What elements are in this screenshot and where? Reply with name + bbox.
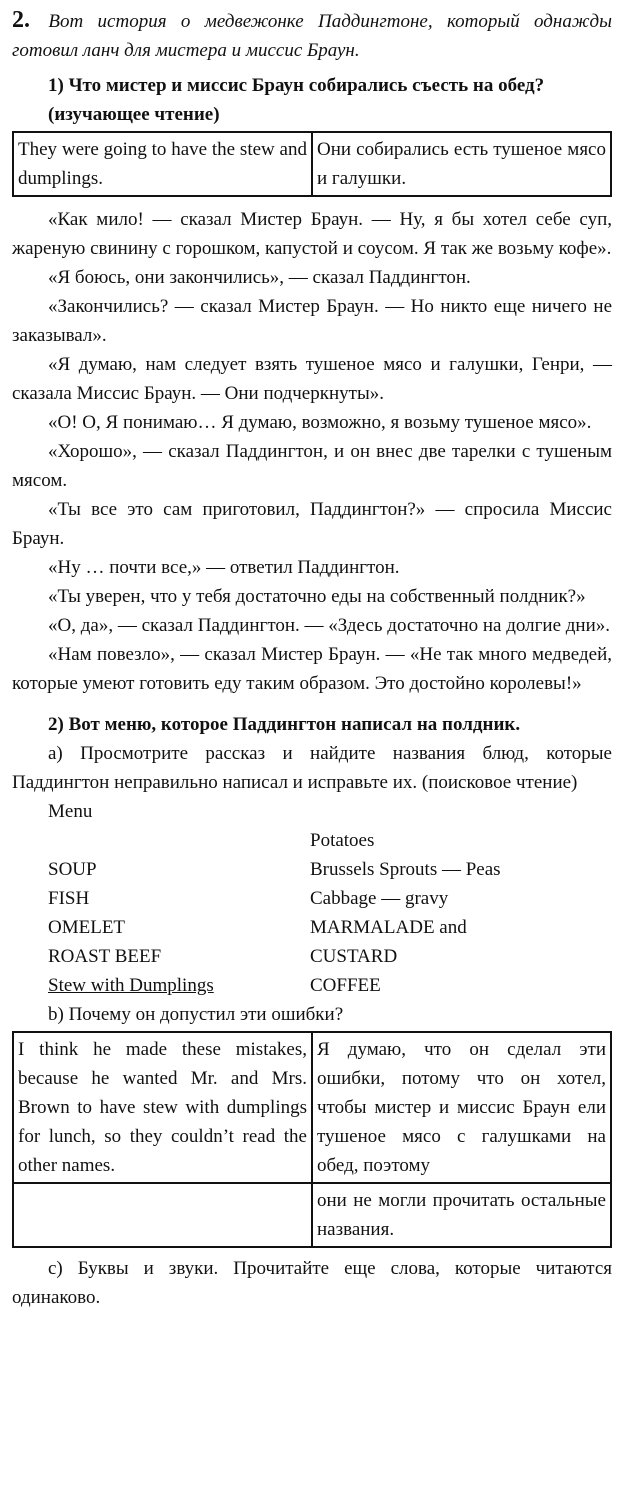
menu-item-right: Cabbage — gravy: [310, 888, 449, 909]
menu-item-right: Potatoes: [310, 830, 375, 851]
part2-b-text: b) Почему он допустил эти ошибки?: [48, 1004, 344, 1025]
menu-item-right: CUSTARD: [310, 946, 398, 967]
story-paragraph: «О, да», — сказал Паддингтон. — «Здесь достаточно на долгие дни».: [48, 615, 611, 636]
answer-en-cell: I think he made these mistakes, because he wanted Mr. and Mrs. Brown to have stew with dumplings for lunch, so they couldn’t read the other names.: [13, 1032, 312, 1183]
story-paragraph: «Я боюсь, они закончились», — сказал Паддингтон.: [48, 267, 471, 288]
story-paragraph: «Я думаю, нам следует взять тушеное мясо и галушки, Генри, — сказала Миссис Браун. — Они подчеркнуты».: [12, 354, 612, 404]
page: [12, 0, 612, 1312]
menu-item-left: FISH: [48, 888, 90, 909]
story-paragraph: «О! О, Я понимаю… Я думаю, возможно, я возьму тушеное мясо».: [48, 412, 592, 433]
part2-answer-table: [12, 1031, 612, 1248]
menu-item-left: OMELET: [48, 917, 126, 938]
answer-en-cell: They were going to have the stew and dumplings.: [13, 132, 312, 196]
menu: [12, 826, 612, 1000]
table-row: [13, 1183, 611, 1247]
story-paragraph: «Закончились? — сказал Мистер Браун. — Но никто еще ничего не заказывал».: [12, 296, 612, 346]
menu-label: Menu: [48, 801, 93, 822]
menu-item-left-underlined: Stew with Dumplings: [48, 975, 214, 996]
table-row: [13, 1032, 611, 1183]
part1-answer-table: [12, 131, 612, 197]
menu-item-left: ROAST BEEF: [48, 946, 162, 967]
story-paragraph: «Ты уверен, что у тебя достаточно еды на собственный полдник?»: [48, 586, 586, 607]
story-paragraph: «Хорошо», — сказал Паддингтон, и он внес две тарелки с тушеным мясом.: [12, 441, 612, 491]
task-description: Вот история о медвежонке Паддингтоне, который однажды готовил ланч для мистера и миссис Браун.: [12, 11, 612, 61]
part2-c-text: с) Буквы и звуки. Прочитайте еще слова, которые читаются одинаково.: [12, 1258, 612, 1308]
task-number: 2.: [12, 7, 30, 33]
table-row: [13, 132, 611, 196]
task-header: [12, 6, 612, 65]
part2-title: 2) Вот меню, которое Паддингтон написал на полдник.: [48, 714, 521, 735]
answer-ru-cell: Я думаю, что он сделал эти ошибки, потому что он хотел, чтобы мистер и миссис Браун ели тушеное мясо с галушками на обед, поэтому: [312, 1032, 611, 1183]
story: [12, 205, 612, 698]
story-paragraph: «Ты все это сам приготовил, Паддингтон?» — спросила Миссис Браун.: [12, 499, 612, 549]
answer-ru-cell: они не могли прочитать остальные названия.: [312, 1183, 611, 1247]
menu-item-right: MARMALADE and: [310, 917, 467, 938]
story-paragraph: «Ну … почти все,» — ответил Паддингтон.: [48, 557, 400, 578]
empty-cell: [13, 1183, 312, 1247]
part2-a-text: а) Просмотрите рассказ и найдите названия блюд, которые Паддингтон неправильно написал и исправьте их. (поисковое чтение): [12, 743, 612, 793]
part1-title: 1) Что мистер и миссис Браун собирались съесть на обед? (изучающее чтение): [48, 75, 545, 125]
story-paragraph: «Нам повезло», — сказал Мистер Браун. — «Не так много медведей, которые умеют готовить еду таким образом. Это достойно королевы!»: [12, 644, 612, 694]
menu-item-left: SOUP: [48, 859, 97, 880]
story-paragraph: «Как мило! — сказал Мистер Браун. — Ну, я бы хотел себе суп, жареную свинину с горошком, капустой и соусом. Я так же возьму кофе».: [12, 209, 612, 259]
menu-item-left: [48, 826, 310, 855]
answer-ru-cell: Они собирались есть тушеное мясо и галушки.: [312, 132, 611, 196]
menu-item-right: COFFEE: [310, 975, 381, 996]
menu-item-right: Brussels Sprouts — Peas: [310, 859, 501, 880]
